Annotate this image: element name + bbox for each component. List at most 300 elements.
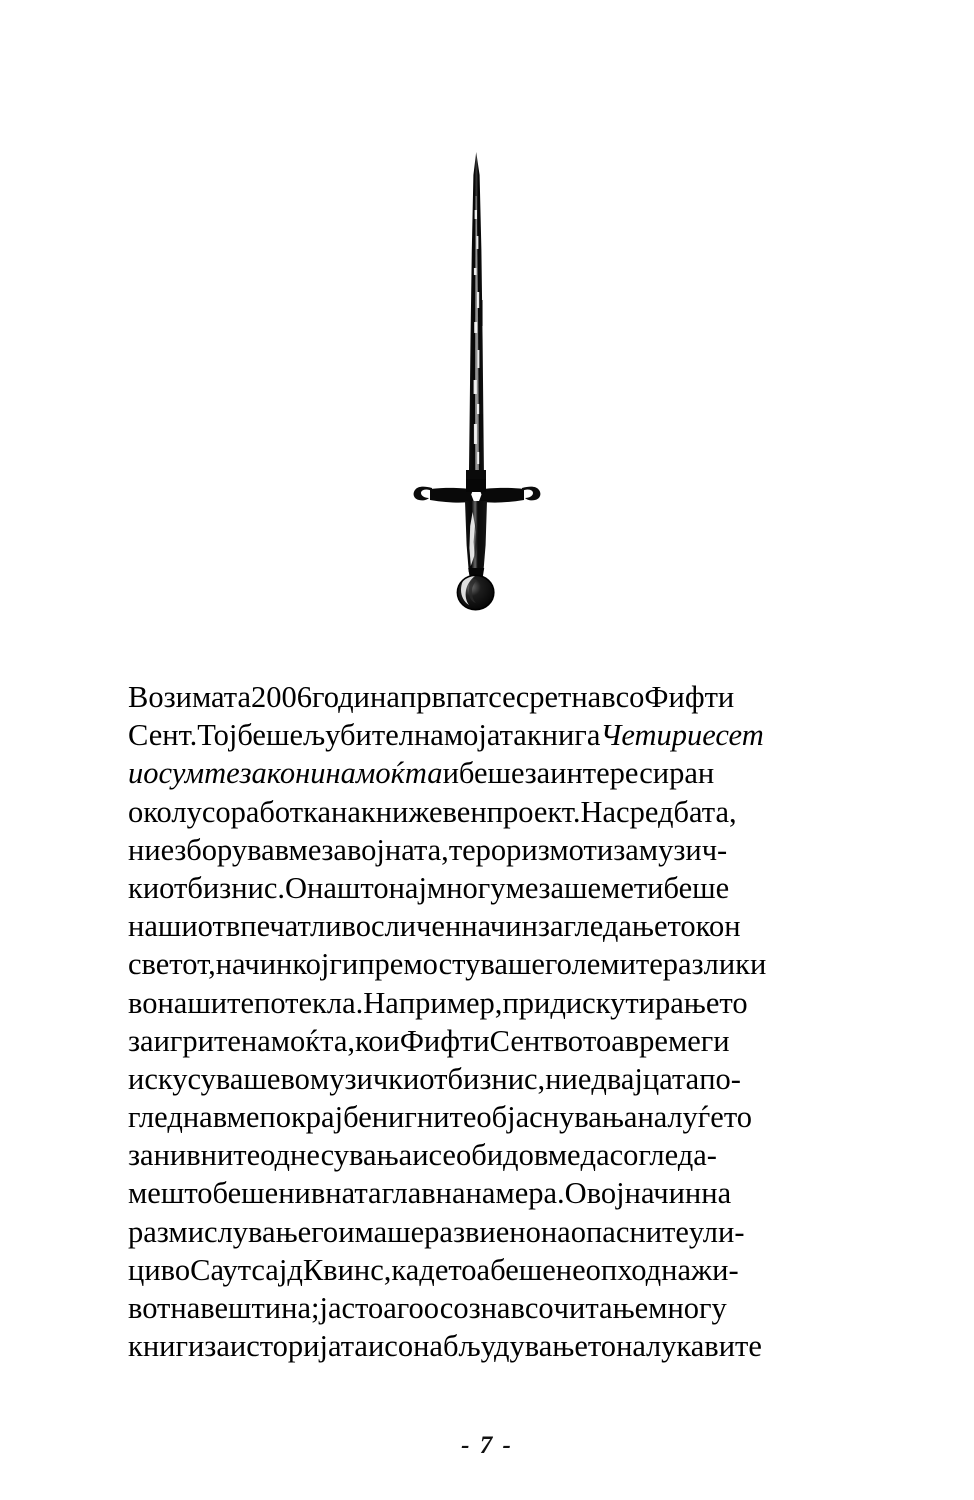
roman-run: за [204, 1329, 230, 1364]
roman-run: беше [490, 1252, 556, 1287]
text-word [384, 1327, 413, 1365]
italic-run: и [128, 756, 144, 791]
text-line [128, 869, 846, 907]
text-word [355, 1289, 397, 1327]
roman-run: со [524, 1291, 554, 1325]
roman-run: беше [663, 870, 730, 905]
roman-run: читање [553, 1291, 649, 1325]
roman-run: во [553, 1023, 584, 1058]
roman-run: книга [526, 718, 601, 753]
text-word [580, 793, 616, 831]
text-word [154, 1022, 241, 1060]
text-word [128, 907, 226, 945]
roman-run: вотна [128, 1291, 201, 1325]
roman-run: за [537, 909, 564, 944]
sword-illustration [0, 0, 974, 660]
text-word [639, 831, 727, 869]
roman-run: сличен [371, 909, 462, 944]
text-word [502, 984, 550, 1022]
text-word [476, 1098, 637, 1136]
roman-run: ние [128, 832, 175, 867]
roman-run: објаснувања [476, 1100, 638, 1135]
roman-run: мојата [443, 718, 527, 753]
italic-run: осумте [143, 756, 240, 791]
roman-run: главна [381, 1176, 466, 1211]
roman-run: беше [237, 718, 303, 753]
roman-run: ци [128, 1252, 161, 1287]
text-word [545, 1060, 591, 1098]
text-word [412, 1136, 428, 1174]
text-line [128, 945, 846, 983]
roman-run: музичкиот [309, 1061, 448, 1096]
roman-run: гледнавме [128, 1100, 260, 1135]
text-word [646, 1327, 762, 1365]
roman-run: бенигните [343, 1100, 477, 1135]
roman-run: на [540, 1214, 571, 1249]
roman-run: тоа [355, 1291, 397, 1325]
text-word [637, 1098, 667, 1136]
text-word [312, 678, 400, 716]
text-word [667, 1098, 752, 1136]
text-word [400, 678, 488, 716]
roman-run: на [413, 718, 444, 753]
roman-run: на [701, 1176, 732, 1211]
roman-run: за [321, 832, 347, 867]
text-word [550, 984, 747, 1022]
text-word [663, 945, 767, 983]
text-word [696, 907, 741, 945]
text-word [583, 1022, 625, 1060]
text-word [128, 716, 197, 754]
text-word [506, 869, 539, 907]
roman-run: нивните [153, 1138, 261, 1173]
text-word [226, 907, 371, 945]
text-word [424, 1289, 525, 1327]
text-word [448, 1251, 490, 1289]
text-word [363, 984, 399, 1022]
roman-run: зашемети [538, 870, 664, 905]
text-word [648, 1289, 727, 1327]
text-word [525, 754, 715, 792]
text-word [554, 1022, 583, 1060]
roman-run: и [442, 756, 459, 791]
roman-run: зимата [163, 680, 252, 714]
text-word [154, 1136, 261, 1174]
text-word [230, 1327, 368, 1365]
roman-run: соработка [201, 794, 332, 829]
roman-run: искусуваше [128, 1061, 281, 1096]
roman-run: однесувања [260, 1138, 413, 1173]
roman-run: жи- [691, 1252, 739, 1287]
roman-run: согледа- [609, 1138, 717, 1173]
roman-run: го [396, 1291, 424, 1325]
roman-run: Квинс, [302, 1252, 392, 1287]
text-word [444, 716, 527, 754]
roman-run: размислување [128, 1214, 312, 1249]
roman-run: на [616, 1329, 646, 1364]
roman-run: Во [128, 680, 164, 714]
roman-run: вештина; [200, 1291, 320, 1325]
roman-run: нашите [157, 985, 254, 1020]
roman-run: при [502, 985, 551, 1020]
text-word [303, 1251, 392, 1289]
roman-run: по- [699, 1061, 741, 1096]
text-word [488, 678, 515, 716]
roman-run: ме [505, 870, 539, 905]
text-word [128, 984, 157, 1022]
sword-blade-group [469, 152, 485, 496]
text-word [292, 945, 329, 983]
text-word [240, 754, 326, 792]
text-word [487, 793, 581, 831]
text-word [128, 1060, 280, 1098]
text-word [187, 869, 285, 907]
text-word [237, 716, 303, 754]
text-word [429, 1136, 456, 1174]
text-word [414, 716, 444, 754]
roman-run: се [428, 1138, 456, 1173]
text-word [701, 1022, 730, 1060]
body-text-block [128, 678, 846, 1365]
text-word [190, 1251, 303, 1289]
text-word [343, 1098, 476, 1136]
text-line [128, 907, 846, 945]
roman-run: Тој [197, 718, 238, 753]
roman-run: бизнис. [187, 870, 286, 905]
roman-run: и [412, 1138, 429, 1173]
roman-run: обидовме [455, 1138, 581, 1173]
roman-run: начин [215, 947, 293, 982]
roman-run: кон [695, 909, 741, 944]
roman-run: начин [461, 909, 538, 944]
text-word [525, 1289, 554, 1327]
text-word [581, 1136, 610, 1174]
roman-run: Сент. [128, 718, 198, 753]
text-word [128, 1327, 204, 1365]
roman-run: нашиот [128, 909, 226, 944]
text-word [260, 1136, 412, 1174]
text-line [128, 1289, 846, 1327]
text-word [600, 716, 763, 754]
roman-run: и [596, 832, 614, 867]
roman-run: премостуваше [358, 947, 545, 982]
text-word [161, 1251, 190, 1289]
text-word [197, 716, 237, 754]
roman-run: зборувавме [174, 832, 322, 867]
text-word [128, 678, 164, 716]
roman-run: ние [545, 1061, 592, 1096]
text-word [610, 1136, 717, 1174]
text-line [128, 793, 846, 831]
roman-run: што [336, 870, 389, 905]
text-word [355, 1022, 400, 1060]
text-word [280, 1060, 309, 1098]
roman-run: на [637, 1100, 668, 1135]
text-word [459, 754, 525, 792]
text-word [699, 1060, 741, 1098]
text-word [356, 754, 443, 792]
roman-run: книжевен [360, 794, 487, 829]
text-word [447, 1060, 545, 1098]
roman-run: Она [285, 870, 337, 905]
roman-run: моќта, [270, 1023, 355, 1058]
text-word [368, 1327, 384, 1365]
roman-run: на [240, 1023, 271, 1058]
sword-pommel [457, 575, 493, 609]
text-word [400, 1022, 490, 1060]
roman-run: со [615, 680, 645, 714]
text-word [571, 1213, 689, 1251]
text-line [128, 1060, 846, 1098]
roman-run: светот, [128, 947, 216, 982]
roman-run: првпат [399, 680, 489, 714]
roman-run: книги [128, 1329, 205, 1364]
roman-run: тоа [583, 1023, 625, 1058]
text-word [389, 869, 506, 907]
text-word [554, 1289, 649, 1327]
text-word [143, 754, 239, 792]
roman-run: јас [319, 1291, 356, 1325]
text-word [310, 1060, 448, 1098]
roman-run: во [128, 985, 158, 1020]
roman-run: каде [391, 1252, 449, 1287]
text-word [128, 1251, 161, 1289]
roman-run: на [331, 794, 361, 829]
text-line [128, 1174, 846, 1212]
text-word [565, 1174, 625, 1212]
roman-run: осознав [423, 1291, 525, 1325]
text-word [331, 793, 361, 831]
italic-run: на [325, 756, 356, 791]
text-word [397, 1289, 424, 1327]
text-word [391, 1251, 448, 1289]
roman-run: кој [292, 947, 330, 982]
roman-run: развиено [424, 1214, 541, 1249]
text-word [254, 984, 363, 1022]
roman-run: пример, [398, 985, 503, 1020]
roman-run: На [580, 794, 617, 829]
roman-run: заинтересиран [524, 756, 715, 791]
roman-run: година [312, 680, 400, 714]
roman-run: намера. [465, 1176, 565, 1211]
text-word [541, 1213, 571, 1251]
text-word [128, 1022, 154, 1060]
roman-run: сретнав [515, 680, 616, 714]
roman-run: лукавите [645, 1329, 762, 1364]
roman-run: Саутсајд [190, 1252, 303, 1287]
roman-run: 2006 [251, 680, 313, 714]
text-word [321, 831, 347, 869]
roman-run: набљудувањето [413, 1329, 617, 1364]
text-word [461, 907, 538, 945]
paragraph-lines [128, 678, 846, 1365]
text-word [382, 1174, 466, 1212]
roman-run: многу [648, 1291, 727, 1325]
text-word [616, 1327, 646, 1365]
text-word [597, 831, 613, 869]
text-word [338, 1213, 424, 1251]
roman-run: Сент [489, 1023, 554, 1058]
text-word [128, 1289, 200, 1327]
text-word [564, 907, 696, 945]
text-word [128, 1174, 161, 1212]
roman-run: беше [458, 756, 525, 791]
text-word [128, 945, 216, 983]
text-word [213, 1174, 279, 1212]
roman-run: околу [128, 794, 202, 829]
text-word [128, 869, 187, 907]
text-line [128, 678, 846, 716]
roman-run: опасните [570, 1214, 689, 1249]
roman-run: војната, [346, 832, 449, 867]
text-word [347, 831, 449, 869]
text-word [449, 831, 597, 869]
text-word [689, 1213, 745, 1251]
text-word [490, 1022, 554, 1060]
roman-run: киот [128, 870, 188, 905]
sword-grip [465, 501, 487, 578]
text-word [456, 1136, 581, 1174]
roman-run: луѓето [667, 1100, 753, 1135]
roman-run: тоа [448, 1252, 491, 1287]
text-word [164, 678, 251, 716]
text-word [616, 793, 737, 831]
roman-run: за [613, 832, 639, 867]
text-word [516, 678, 616, 716]
text-word [303, 716, 414, 754]
roman-run: тероризмот [448, 832, 597, 867]
roman-run: бизнис, [447, 1061, 546, 1096]
text-line [128, 831, 846, 869]
roman-run: и [367, 1329, 385, 1364]
roman-run: дискутирањето [550, 985, 748, 1020]
roman-run: На [363, 985, 399, 1020]
roman-run: со [384, 1329, 414, 1364]
text-word [361, 793, 487, 831]
roman-run: за [128, 1023, 154, 1058]
text-line [128, 1251, 846, 1289]
roman-run: покрај [259, 1100, 344, 1135]
roman-run: што [160, 1176, 213, 1211]
text-word [319, 1289, 355, 1327]
text-word [128, 1098, 259, 1136]
text-word [259, 1098, 343, 1136]
roman-run: игрите [153, 1023, 241, 1058]
text-word [204, 1327, 230, 1365]
roman-run: време [624, 1023, 701, 1058]
text-word [545, 945, 663, 983]
text-word [128, 793, 202, 831]
text-word [664, 869, 730, 907]
roman-run: Овој [564, 1176, 625, 1211]
roman-run: историјата [229, 1329, 368, 1364]
text-word [443, 754, 459, 792]
text-line [128, 1098, 846, 1136]
roman-run: кои [354, 1023, 400, 1058]
roman-run: разлики [662, 947, 767, 982]
text-word [413, 1327, 616, 1365]
text-word [538, 907, 564, 945]
italic-run: закони [239, 756, 326, 791]
text-word [161, 1174, 213, 1212]
text-word [202, 793, 331, 831]
text-word [311, 1213, 338, 1251]
text-word [691, 1251, 739, 1289]
text-word [216, 945, 293, 983]
text-word [466, 1174, 565, 1212]
text-word [200, 1289, 319, 1327]
roman-run: Фифти [399, 1023, 490, 1058]
roman-run: големите [544, 947, 663, 982]
text-word [371, 907, 461, 945]
roman-run: средбата, [616, 794, 737, 829]
italic-run: Четириесет [600, 718, 764, 753]
roman-run: гледањето [563, 909, 696, 944]
roman-run: проект. [486, 794, 581, 829]
text-word [271, 1022, 355, 1060]
text-word [358, 945, 545, 983]
text-word [399, 984, 503, 1022]
roman-run: Фифти [644, 680, 735, 714]
text-word [424, 1213, 541, 1251]
roman-run: потекла. [254, 985, 364, 1020]
roman-run: во [160, 1252, 191, 1287]
text-line [128, 754, 846, 792]
roman-run: начин [624, 1176, 702, 1211]
text-line [128, 1022, 846, 1060]
text-word [613, 831, 639, 869]
text-word [591, 1060, 699, 1098]
text-word [538, 869, 663, 907]
page-number: - 7 - [461, 1432, 513, 1459]
text-word [278, 1174, 381, 1212]
text-word [556, 1251, 691, 1289]
text-word [174, 831, 321, 869]
roman-run: ги [700, 1023, 730, 1058]
italic-run: моќта [355, 756, 443, 791]
roman-run: го [311, 1214, 339, 1249]
text-line [128, 716, 846, 754]
text-word [128, 754, 143, 792]
text-word [326, 754, 356, 792]
text-word [241, 1022, 271, 1060]
roman-run: ули- [688, 1214, 745, 1249]
roman-run: да [580, 1138, 610, 1173]
roman-run: најмногу [388, 870, 506, 905]
text-line [128, 1136, 846, 1174]
text-word [701, 1174, 731, 1212]
roman-run: ги [329, 947, 359, 982]
text-word [157, 984, 254, 1022]
roman-run: во [280, 1061, 310, 1096]
roman-run: музич- [638, 832, 728, 867]
text-line [128, 1327, 846, 1365]
roman-run: нивната [278, 1176, 382, 1211]
roman-run: се [488, 680, 516, 714]
text-word [128, 831, 174, 869]
text-line [128, 1213, 846, 1251]
text-word [128, 1213, 311, 1251]
roman-run: љубител [303, 718, 414, 753]
text-word [285, 869, 337, 907]
text-word [527, 716, 601, 754]
roman-run: за [128, 1138, 154, 1173]
roman-run: беше [212, 1176, 279, 1211]
text-word [128, 1136, 154, 1174]
text-word [329, 945, 358, 983]
roman-run: имаше [338, 1214, 425, 1249]
text-word [337, 869, 389, 907]
